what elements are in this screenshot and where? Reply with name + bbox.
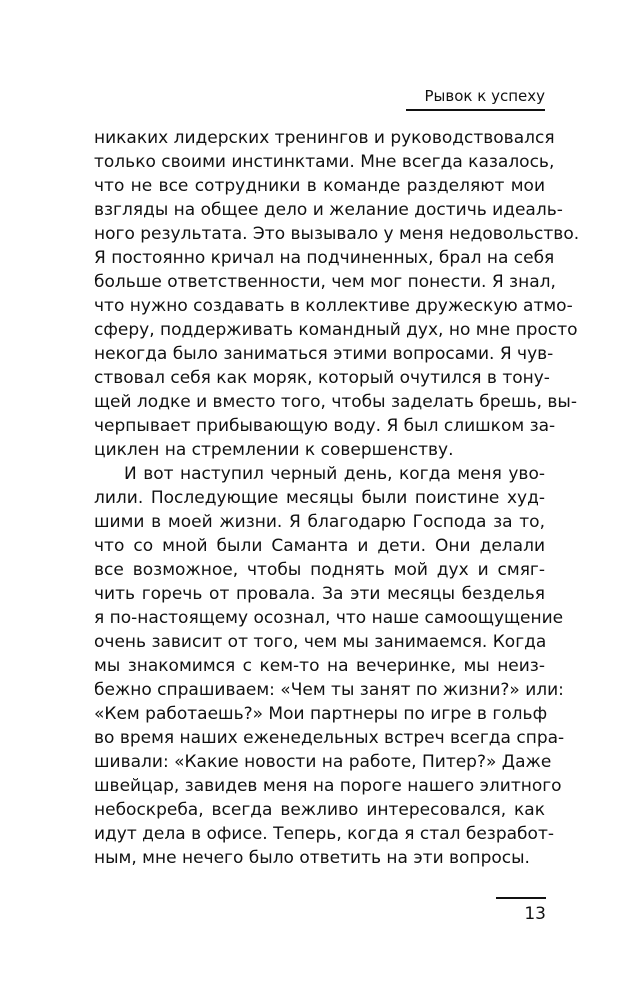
text-line: очень зависит от того, чем мы занимаемся. Когда: [94, 632, 547, 652]
text-line: я по-настоящему осознал, что наше самоощущение: [94, 608, 564, 628]
text-line: И вот наступил черный день, когда меня уво-: [124, 464, 545, 484]
text-line: ствовал себя как моряк, который очутился в тону-: [94, 368, 550, 388]
text-line: шивали: «Какие новости на работе, Питер?» Даже: [94, 752, 552, 772]
text-line: идут дела в офисе. Теперь, когда я стал безработ-: [94, 824, 554, 844]
text-line: взгляды на общее дело и желание достичь идеаль-: [94, 200, 563, 220]
text-line: все возможное, чтобы поднять мой дух и смяг-: [94, 560, 545, 580]
text-line: сферу, поддерживать командный дух, но мне просто: [94, 320, 578, 340]
running-header: Рывок к успеху: [424, 87, 545, 105]
header-rule: [406, 109, 545, 111]
text-line: циклен на стремлении к совершенству.: [94, 440, 454, 460]
text-line: больше ответственности, чем мог понести. Я знал,: [94, 272, 556, 292]
text-line: бежно спрашиваем: «Чем ты занят по жизни?» или:: [94, 680, 564, 700]
footer-rule: [496, 897, 546, 899]
text-line: Я постоянно кричал на подчиненных, брал на себя: [94, 248, 555, 268]
text-line: только своими инстинктами. Мне всегда казалось,: [94, 152, 555, 172]
text-line: что со мной были Саманта и дети. Они делали: [94, 536, 545, 556]
text-line: небоскреба, всегда вежливо интересовался, как: [94, 800, 545, 820]
text-line: швейцар, завидев меня на пороге нашего элитного: [94, 776, 562, 796]
text-line: «Кем работаешь?» Мои партнеры по игре в гольф: [94, 704, 548, 724]
text-line: что не все сотрудники в команде разделяют мои: [94, 176, 545, 196]
text-line: шими в моей жизни. Я благодарю Господа за то,: [94, 512, 545, 532]
page-number: 13: [524, 904, 546, 924]
text-line: некогда было заниматься этими вопросами. Я чув-: [94, 344, 554, 364]
text-line: ным, мне нечего было ответить на эти вопросы.: [94, 848, 530, 868]
text-line: что нужно создавать в коллективе дружескую атмо-: [94, 296, 573, 316]
text-line: лили. Последующие месяцы были поистине худ-: [94, 488, 545, 508]
text-line: чить горечь от провала. За эти месяцы безделья: [94, 584, 545, 604]
text-line: во время наших еженедельных встреч всегда спра-: [94, 728, 565, 748]
text-line: мы знакомимся с кем-то на вечеринке, мы неиз-: [94, 656, 545, 676]
text-line: ного результата. Это вызывало у меня недовольство.: [94, 224, 580, 244]
text-line: черпывает прибывающую воду. Я был слишком за-: [94, 416, 556, 436]
text-line: щей лодке и вместо того, чтобы заделать брешь, вы-: [94, 392, 577, 412]
text-line: никаких лидерских тренингов и руководствовался: [94, 128, 555, 148]
